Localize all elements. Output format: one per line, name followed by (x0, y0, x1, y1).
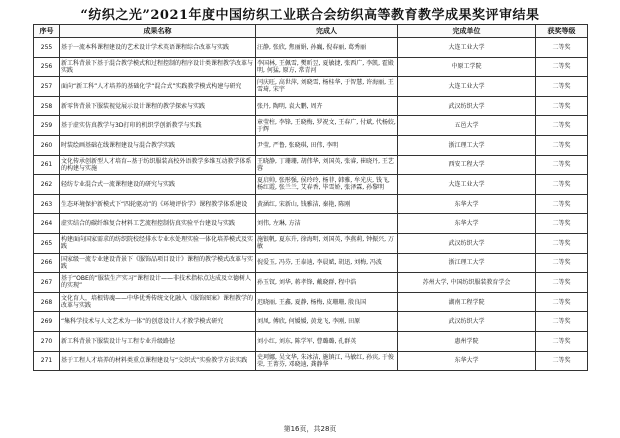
cell-unit: 浙江理工大学 (398, 253, 536, 273)
cell-unit: 苏州大学, 中国纺织服装教育学会 (398, 273, 536, 293)
cell-grade: 二等奖 (536, 351, 588, 371)
cell-unit: 西安工程大学 (398, 155, 536, 175)
cell-title: 文化传承创新型人才培育--基于纺织服装高校外语教学多维互动教学体系的构建与实施 (60, 155, 256, 175)
cell-unit: 武汉纺织大学 (398, 312, 536, 332)
cell-no: 260 (34, 135, 60, 155)
table-row (34, 175, 588, 195)
cell-no: 259 (34, 116, 60, 136)
cell-grade: 二等奖 (536, 273, 588, 293)
cell-grade: 二等奖 (536, 155, 588, 175)
cell-unit: 武汉纺织大学 (398, 233, 536, 253)
cell-title: 国家级一流专业建设背景下《服饰品项目设计》课程的教学模式改革与实践 (60, 253, 256, 273)
cell-unit: 浙江理工大学 (398, 135, 536, 155)
cell-people: 刘伟, 左琳, 方洁 (256, 214, 398, 234)
cell-unit: 惠州学院 (398, 331, 536, 351)
cell-grade: 二等奖 (536, 331, 588, 351)
cell-no: 255 (34, 38, 60, 58)
table-row (34, 116, 588, 136)
table-row (34, 38, 588, 58)
results-table (33, 24, 588, 371)
cell-title: 新工科背景下服装设计与工程专业升级路径 (60, 331, 256, 351)
cell-people: 张丹, 陶明, 袁大鹏, 周卉 (256, 96, 398, 116)
cell-grade: 二等奖 (536, 38, 588, 58)
cell-no: 266 (34, 253, 60, 273)
cell-people: 闫庆旺, 高世萍, 刘晓雪, 杨桂华, 于智慧, 许海丽, 王雪琦, 宋宇 (256, 77, 398, 97)
cell-title: 生态环境保护新模式下“四轮驱动”的《环境评价学》课程教学体系建设 (60, 194, 256, 214)
cell-people: 迟晓丽, 王鑫, 夏静, 杨梅, 皮珊珊, 殷良国 (256, 292, 398, 312)
cell-grade: 二等奖 (536, 116, 588, 136)
cell-people: 施银帆, 夏东升, 徐海明, 刘国英, 李燕莉, 钟振兴, 万敏 (256, 233, 398, 253)
table-row (34, 233, 588, 253)
table-row (34, 194, 588, 214)
cell-no: 269 (34, 312, 60, 332)
cell-people: 史珂娜, 吴文华, 朱冰洁, 施镇江, 马敏红, 孙宾, 于俊荣, 王菁芬, 邓晓迪, 龚静华 (256, 351, 398, 371)
cell-people: 刘小红, 刘东, 陈学军, 曹璐璐, 孔群英 (256, 331, 398, 351)
table-row (34, 155, 588, 175)
cell-grade: 二等奖 (536, 135, 588, 155)
cell-grade: 二等奖 (536, 57, 588, 77)
cell-people: 夏启帅, 张彤强, 侯玲玲, 杨菲, 韩雅, 牟光庆, 钱飞, 杨红霞, 张兰兰, 艾春香, 毕雪娇, 张泽霖, 孙黎明 (256, 175, 398, 195)
cell-title: 基于“OBE的”服装生产实习”课程设计——非技术指标点达成及立德树人的实现” (60, 273, 256, 293)
cell-title: “集科学技术与人文艺术为一体”的创意设计人才教学模式研究 (60, 312, 256, 332)
cell-no: 264 (34, 214, 60, 234)
cell-grade: 二等奖 (536, 194, 588, 214)
cell-no: 262 (34, 175, 60, 195)
cell-people: 王晓静, 丁珊珊, 胡伟华, 刘国英, 张睿, 崔晓丹, 王艺蓉 (256, 155, 398, 175)
page-footer: 第16页，共28页 (283, 425, 337, 433)
cell-no: 270 (34, 331, 60, 351)
table-row (34, 96, 588, 116)
cell-people: 刘凤, 傅欣, 何媛媛, 黄龙飞, 李刚, 田原 (256, 312, 398, 332)
table-row (34, 253, 588, 273)
cell-grade: 二等奖 (536, 77, 588, 97)
table-row (34, 77, 588, 97)
cell-people: 李国林, 王佩雪, 樊昕昱, 夏敏捷, 张西广, 李凯, 霍殿明, 何猛, 原方, 常青河 (256, 57, 398, 77)
cell-title: 基于一流本科课程建设的艺术设计学术英语课程综合改革与实践 (60, 38, 256, 58)
cell-grade: 二等奖 (536, 214, 588, 234)
cell-no: 265 (34, 233, 60, 253)
cell-people: 孙玉钗, 刘华, 蒋孝锋, 戴晓群, 程中浩 (256, 273, 398, 293)
header-no: 序号 (34, 25, 60, 38)
cell-unit: 东华大学 (398, 351, 536, 371)
cell-no: 261 (34, 155, 60, 175)
table-row (34, 57, 588, 77)
cell-unit: 湖南工程学院 (398, 292, 536, 312)
cell-unit: 东华大学 (398, 194, 536, 214)
cell-unit: 五邑大学 (398, 116, 536, 136)
cell-unit: 大连工业大学 (398, 77, 536, 97)
header-grade: 获奖等级 (536, 25, 588, 38)
table-header-row (34, 25, 588, 38)
cell-people: 黄涵红, 宋新山, 钱雅洁, 秦艳, 陈刚 (256, 194, 398, 214)
cell-title: 基于虚实仿真教学与3D打印的机织学创新教学与实践 (60, 116, 256, 136)
header-people: 完成人 (256, 25, 398, 38)
table-row (34, 135, 588, 155)
cell-no: 271 (34, 351, 60, 371)
cell-title: 轻纺专业混合式一流课程建设的研究与实践 (60, 175, 256, 195)
cell-no: 267 (34, 273, 60, 293)
cell-grade: 二等奖 (536, 233, 588, 253)
cell-no: 263 (34, 194, 60, 214)
cell-grade: 二等奖 (536, 175, 588, 195)
cell-unit: 武汉纺织大学 (398, 96, 536, 116)
cell-people: 尹莹, 严鲁, 张晓琪, 田伟, 李明 (256, 135, 398, 155)
table-row (34, 312, 588, 332)
table-row (34, 331, 588, 351)
cell-unit: 中原工学院 (398, 57, 536, 77)
cell-people: 汪静, 张欣, 焦丽娟, 孙巍, 倪春丽, 葛秀丽 (256, 38, 398, 58)
cell-title: 时装绘画基础在线课程建设与混合教学实践 (60, 135, 256, 155)
cell-unit: 大连工业大学 (398, 38, 536, 58)
cell-people: 章莹柱, 李锋, 王晓梅, 罗祝文, 王春广, 付斌, 代杨姣, 于辉 (256, 116, 398, 136)
header-title: 成果名称 (60, 25, 256, 38)
cell-title: 虚实结合的碳纤维复合材料工艺流程控制仿真实验平台建设与实践 (60, 214, 256, 234)
table-row (34, 351, 588, 371)
cell-title: 新零售背景下服装视觉展示设计课程的教学探索与实践 (60, 96, 256, 116)
cell-title: 面向“新工科”人才培养的基础化学“混合式”实践教学模式构建与研究 (60, 77, 256, 97)
cell-unit: 东华大学 (398, 214, 536, 234)
table-row (34, 292, 588, 312)
header-unit: 完成单位 (398, 25, 536, 38)
cell-title: 新工科背景下基于混合教学模式和过程控制的程序设计类课程教学改革与实践 (60, 57, 256, 77)
table-row (34, 273, 588, 293)
cell-grade: 二等奖 (536, 312, 588, 332)
cell-title: 构建面向国家需求的纺织院校经排水专业水处理实验一体化培养模式及实践 (60, 233, 256, 253)
cell-grade: 二等奖 (536, 253, 588, 273)
cell-people: 倪爱玉, 冯芬, 王泰迪, 李晨斌, 胡迅, 刘梅, 冯波 (256, 253, 398, 273)
cell-title: 基于工程人才培养的材料类重点课程建设与“交织式”实验教学方法实践 (60, 351, 256, 371)
cell-title: 文化育人，培根铸魂——中华优秀传统文化融入《服饰图案》课程教学的改革与实践 (60, 292, 256, 312)
table-row (34, 214, 588, 234)
cell-grade: 二等奖 (536, 292, 588, 312)
cell-no: 256 (34, 57, 60, 77)
cell-grade: 二等奖 (536, 96, 588, 116)
cell-unit: 大连工业大学 (398, 175, 536, 195)
cell-no: 268 (34, 292, 60, 312)
document-title: “纺织之光”2021年度中国纺织工业联合会纺织高等教育教学成果奖评审结果 (80, 8, 540, 23)
cell-no: 258 (34, 96, 60, 116)
cell-no: 257 (34, 77, 60, 97)
